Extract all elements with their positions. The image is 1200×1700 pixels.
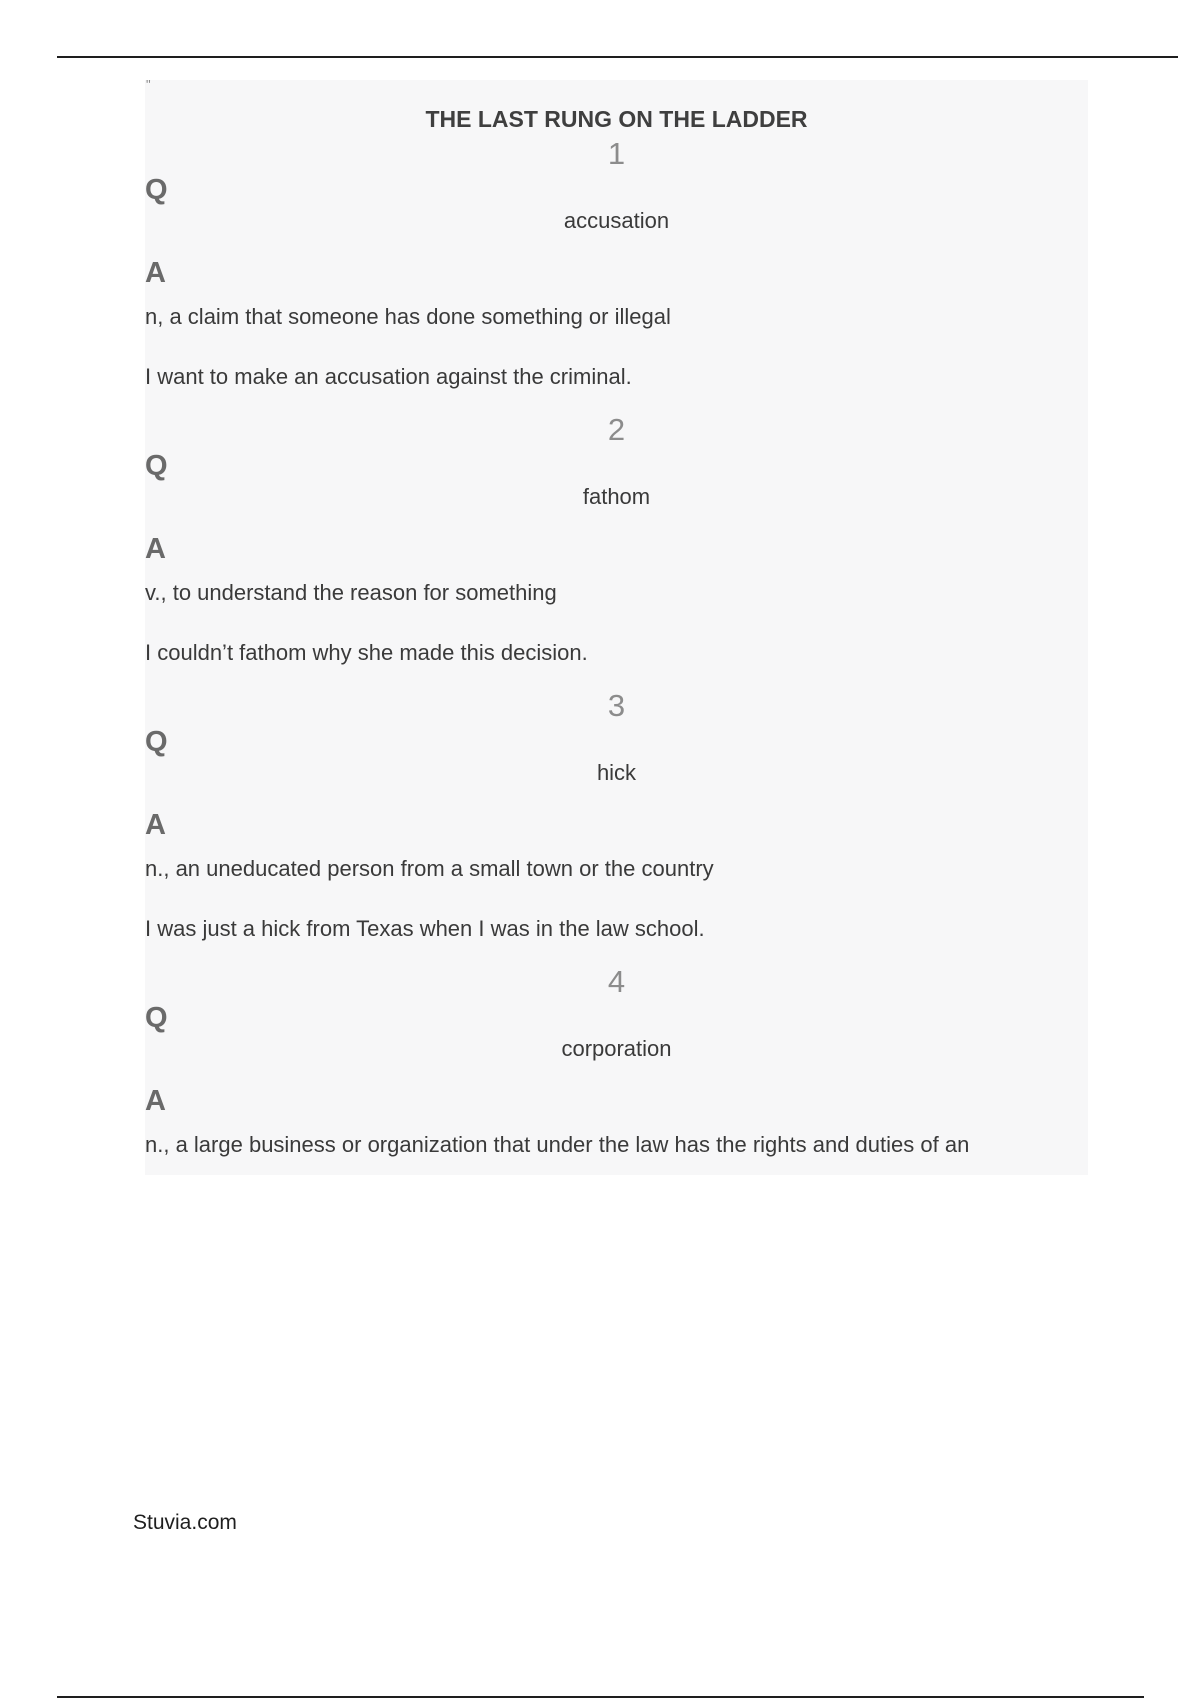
footer-brand: Stuvia.com xyxy=(133,1511,237,1534)
answer-label: A xyxy=(145,533,166,565)
bottom-rule xyxy=(57,1696,1144,1698)
question-label: Q xyxy=(145,726,168,758)
card-number: 4 xyxy=(607,964,626,999)
flashcard-3 xyxy=(145,690,1088,966)
answer-label: A xyxy=(145,257,166,289)
question-label: Q xyxy=(145,450,168,482)
answer-label: A xyxy=(145,1085,166,1117)
top-rule xyxy=(57,56,1178,58)
flashcard-1 xyxy=(145,138,1088,414)
card-definition: v., to understand the reason for something xyxy=(145,580,557,605)
card-example: I want to make an accusation against the criminal. xyxy=(145,364,632,389)
flashcard-4 xyxy=(145,966,1088,1166)
card-example: I couldn’t fathom why she made this decision. xyxy=(145,640,588,665)
quote-mark: " xyxy=(146,77,151,92)
card-term: accusation xyxy=(563,208,670,233)
card-example: I was just a hick from Texas when I was in the law school. xyxy=(145,916,705,941)
document-title: THE LAST RUNG ON THE LADDER xyxy=(425,106,808,132)
card-number: 1 xyxy=(607,136,626,171)
card-definition: n, a claim that someone has done something or illegal xyxy=(145,304,671,329)
card-definition: n., an uneducated person from a small town or the country xyxy=(145,856,714,881)
card-definition: n., a large business or organization that under the law has the rights and duties of an xyxy=(145,1132,970,1157)
card-number: 3 xyxy=(607,688,626,723)
card-term: corporation xyxy=(561,1036,672,1061)
answer-label: A xyxy=(145,809,166,841)
card-term: fathom xyxy=(582,484,651,509)
card-number: 2 xyxy=(607,412,626,447)
question-label: Q xyxy=(145,1002,168,1034)
card-term: hick xyxy=(596,760,637,785)
question-label: Q xyxy=(145,174,168,206)
flashcard-2 xyxy=(145,414,1088,690)
